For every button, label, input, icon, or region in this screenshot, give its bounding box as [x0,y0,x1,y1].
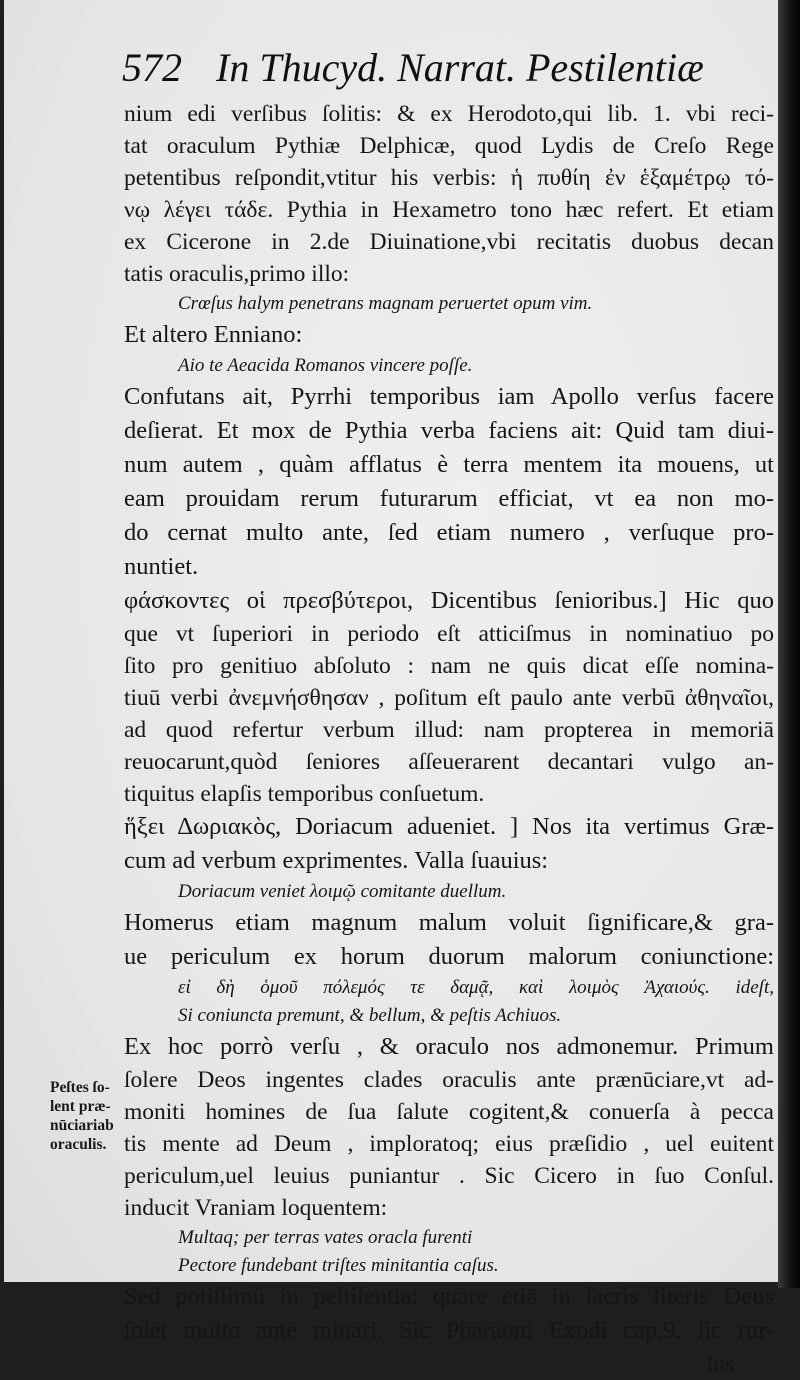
text-line: Homerus etiam magnum malum voluit ſignificare,& gra- [124,909,774,936]
text-line: Multaq; per terras vates oracla furenti [178,1227,473,1248]
text-line: tatis oraculis,primo illo: [124,261,350,287]
text-line: ſolere Deos ingentes clades oraculis ante prænūciare,vt ad- [124,1067,774,1093]
text-line: nium edi verſibus ſolitis: & ex Herodoto,qui lib. 1. vbi reci- [124,101,774,127]
text-line: tis mente ad Deum , imploratoq; eius præſidio , uel euitent [124,1131,774,1157]
text-line: ſito pro genitiuo abſoluto : nam ne quis dicat eſſe nomina- [124,653,774,679]
text-line: ue periculum ex horum duorum malorum coniunctione: [124,943,774,970]
text-line: Sed potiſſimū in peſtilentia: quare etiā in ſacris literis Deus [124,1283,774,1310]
text-line: Et altero Enniano: [124,321,303,348]
text-line: num autem , quàm afflatus è terra mentem ita mouens, ut [124,451,774,478]
text-line: periculum,uel leuius puniantur . Sic Cicero in ſuo Conſul. [124,1163,774,1189]
text-line: que vt ſuperiori in periodo eſt atticiſmus in nominatiuo po [124,621,774,647]
text-line: Si coniuncta premunt, & bellum, & peſtis Achiuos. [178,1005,562,1026]
text-line: εἰ δὴ ὁμοῦ πόλεμός τε δαμᾷ, καὶ λοιμὸς Ἀχαιούς. ideſt, [178,977,774,998]
margin-note-line: Peſtes ſo- [50,1079,110,1096]
text-line: Doriacum veniet λοιμῷ comitante duellum. [178,881,507,902]
margin-note-line: lent præ- [50,1098,111,1115]
text-line: petentibus reſpondit,vtitur his verbis: ἡ πυθίη ἐν ἑξαμέτρῳ τό- [124,165,774,191]
text-line: deſierat. Et mox de Pythia verba faciens ait: Quid tam diui- [124,417,774,444]
text-line: tiuū verbi ἀνεμνήσθησαν , poſitum eſt paulo ante verbū ἀθηναῖοι, [124,685,774,711]
text-line: ex Cicerone in 2.de Diuinatione,vbi recitatis duobus decan [124,229,774,255]
page-number: 572 [122,45,182,90]
text-line: Pectore fundebant triſtes minitantia caſus. [178,1255,499,1276]
text-line: nuntiet. [124,553,199,580]
text-line: tiquitus elapſis temporibus conſuetum. [124,781,485,807]
text-line: Confutans ait, Pyrrhi temporibus iam Apollo verſus facere [124,383,774,410]
body-text [124,98,774,1380]
running-title: In Thucyd. Narrat. Pestilentiæ [216,45,704,90]
page-edge-shadow [778,0,800,1288]
text-line: ſus [706,1351,734,1377]
margin-note [50,1078,130,1154]
margin-note-line: nūciariab [50,1117,114,1134]
text-line: tat oraculum Pythiæ Delphicæ, quod Lydis de Creſo Rege [124,133,774,159]
text-line: ad quod refertur verbum illud: nam propterea in memoriā [124,717,774,743]
text-line: Ex hoc porrò verſu , & oraculo nos admonemur. Primum [124,1033,774,1060]
text-line: Crœſus halym penetrans magnam peruertet opum vim. [178,293,593,314]
text-line: Aio te Aeacida Romanos vincere poſſe. [178,355,473,376]
book-page [4,0,778,1377]
text-line: moniti homines de ſua ſalute cogitent,& conuerſa à pecca [124,1099,774,1125]
text-line: inducit Vraniam loquentem: [124,1195,388,1221]
text-line: cum ad verbum exprimentes. Valla ſuauius: [124,847,549,874]
margin-note-line: oraculis. [50,1136,107,1153]
text-line: φάσκοντες οἱ πρεσβύτεροι, Dicentibus ſenioribus.] Hic quo [124,587,774,614]
text-line: ſolet multo ante minari. Sic Pharaoni Exodi cap.9. ſic rur- [124,1317,774,1344]
text-line: reuocarunt,quòd ſeniores aſſeuerarent decantari vulgo an- [124,749,774,775]
text-line: νῳ λέγει τάδε. Pythia in Hexametro tono hæc refert. Et etiam [124,197,774,223]
text-line: eam prouidam rerum futurarum efficiat, vt ea non mo- [124,485,774,512]
text-line: do cernat multo ante, ſed etiam numero , verſuque pro- [124,519,774,546]
text-line: ἥξει Δωριακὸς, Doriacum adueniet. ] Nos ita vertimus Græ- [124,813,774,840]
running-header [122,40,704,96]
